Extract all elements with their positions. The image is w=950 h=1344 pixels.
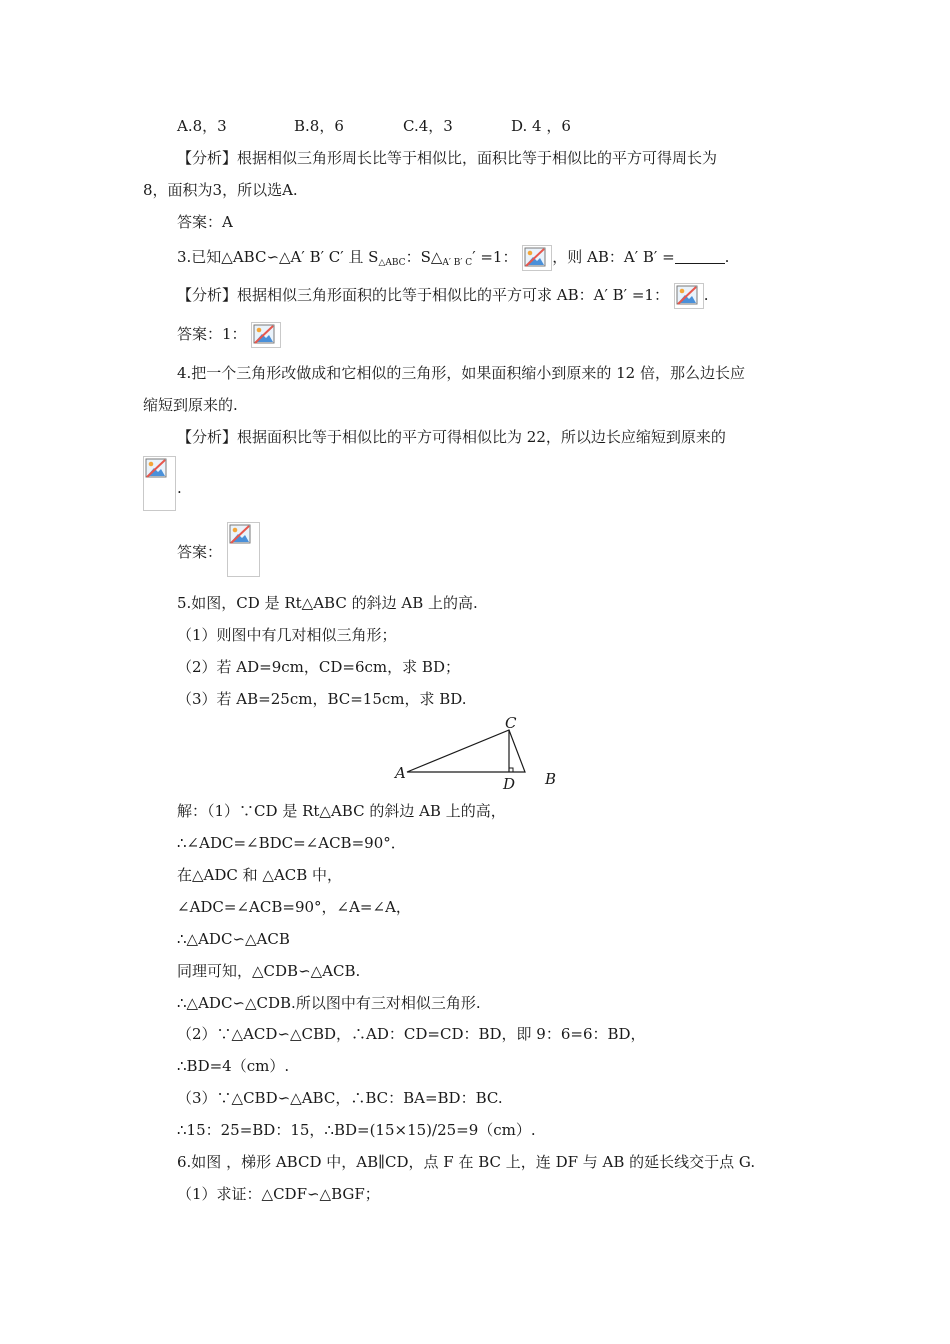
q2-analysis-line-1: 【分析】根据相似三角形周长比等于相似比，面积比等于相似比的平方可得周长为 — [177, 149, 718, 167]
q5-solution-line: 解：（1）∵CD 是 Rt△ABC 的斜边 AB 上的高， — [177, 802, 506, 820]
q5-solution-line: ∴△ADC∽△ACB — [177, 930, 290, 948]
q2-analysis-line-2: 8，面积为3，所以选A. — [143, 181, 298, 199]
q4-answer: 答案： — [177, 543, 223, 561]
q5-solution-line: ∴△ADC∽△CDB.所以图中有三对相似三角形. — [177, 994, 481, 1012]
q6-title: 6.如图 ，梯形 ABCD 中，AB∥CD，点 F 在 BC 上，连 DF 与 AB 的延长线交于点 G. — [177, 1153, 756, 1171]
q4-analysis: 【分析】根据面积比等于相似比的平方可得相似比为 22，所以边长应缩短到原来的 — [177, 428, 726, 446]
q5-solution-line: （3）∵△CBD∽△ABC，∴BC：BA=BD：BC. — [177, 1089, 503, 1107]
q5-solution-line: ∠ADC=∠ACB=90°，∠A=∠A， — [177, 898, 411, 916]
q3-question: 3.已知△ABC∽△A′ B′ C′ 且 $S_{\triangle ABC}$：$S\triangle_{A' B' C}' =1$： ，则 AB：A′ B′ = . — [177, 245, 729, 273]
label-b: B — [545, 770, 557, 788]
q4-analysis-end: . — [177, 479, 182, 497]
q4-question-line-1: 4.把一个三角形改做成和它相似的三角形，如果面积缩小到原来的 12 倍，那么边长应 — [177, 364, 745, 382]
q5-solution-line: 在△ADC 和 △ACB 中， — [177, 866, 343, 884]
q2-answer: 答案：A — [177, 213, 233, 231]
q5-part-1: （1）则图中有几对相似三角形； — [177, 626, 397, 644]
label-a: A — [395, 764, 406, 782]
triangle-figure — [385, 712, 565, 794]
triangle-abc — [407, 730, 525, 772]
choice-options — [177, 116, 571, 136]
broken-image-icon — [227, 522, 260, 577]
q5-solution-line: ∴15：25=BD：15，∴BD=(15×15)/25=9（cm）. — [177, 1121, 536, 1139]
q5-part-2: （2）若 AD=9cm，CD=6cm，求 BD； — [177, 658, 460, 676]
option-b: B.8，6 — [294, 117, 344, 135]
q5-solution-line: 同理可知，△CDB∽△ACB. — [177, 962, 361, 980]
broken-image-icon — [143, 456, 176, 511]
option-a: A.8，3 — [177, 117, 227, 135]
broken-image-icon — [674, 283, 704, 309]
q5-part-3: （3）若 AB=25cm，BC=15cm，求 BD. — [177, 690, 467, 708]
q4-question-line-2: 缩短到原来的. — [143, 396, 238, 414]
label-c: C — [505, 714, 517, 732]
q5-title: 5.如图，CD 是 Rt△ABC 的斜边 AB 上的高. — [177, 594, 478, 612]
q5-solution-line: （2）∵△ACD∽△CBD，∴AD：CD=CD：BD，即 9：6=6：BD， — [177, 1025, 646, 1043]
q5-solution-line: ∴BD=4（cm）. — [177, 1057, 290, 1075]
broken-image-icon — [251, 322, 281, 348]
answer-blank — [675, 249, 725, 264]
q5-solution-line: ∴∠ADC=∠BDC=∠ACB=90°． — [177, 834, 406, 852]
label-d: D — [503, 775, 516, 793]
broken-image-icon — [522, 245, 552, 271]
q3-answer: 答案：1： — [177, 322, 281, 348]
q6-part-1: （1）求证：△CDF∽△BGF； — [177, 1185, 380, 1203]
q3-analysis: 【分析】根据相似三角形面积的比等于相似比的平方可求 AB：A′ B′ =1： . — [177, 283, 709, 309]
option-d: D. 4 ，6 — [511, 117, 571, 135]
option-c: C.4，3 — [403, 117, 453, 135]
